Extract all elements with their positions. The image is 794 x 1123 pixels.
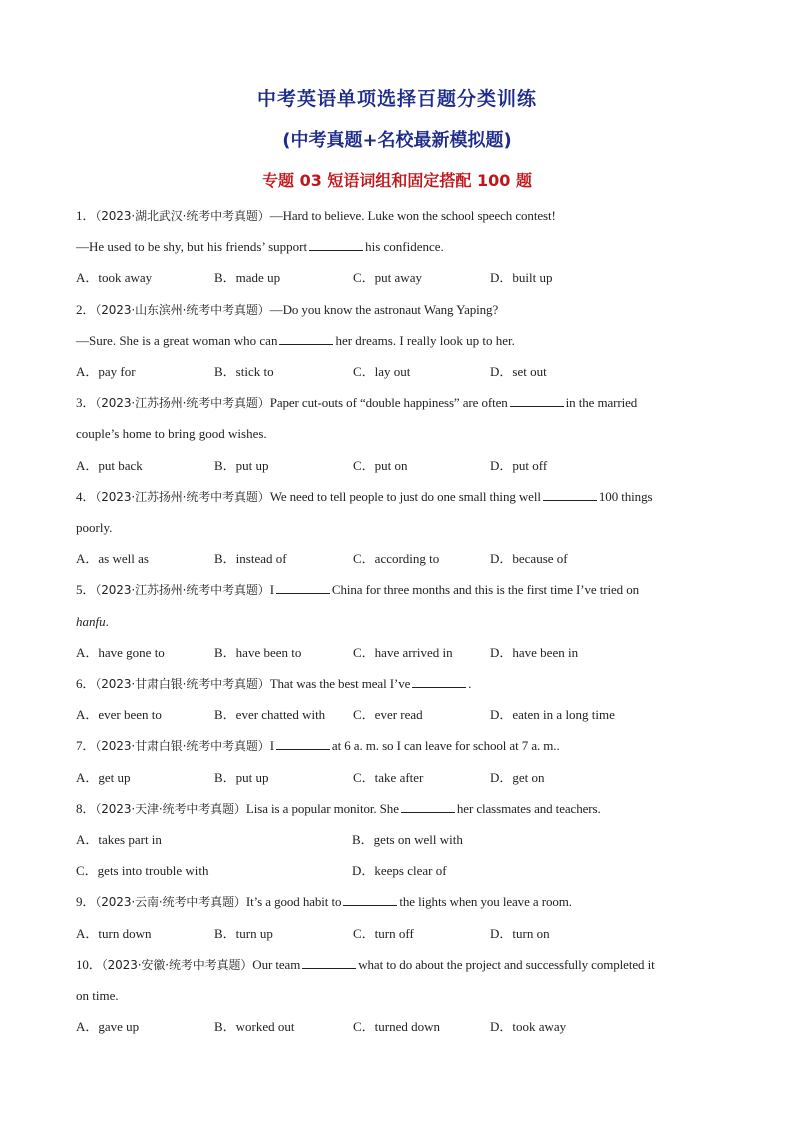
option-c: C．take after: [353, 770, 424, 785]
option-a: A．pay for: [76, 364, 136, 379]
question-number: 1．: [76, 208, 96, 223]
question-stem: China for three months and this is the first time I’ve tried on: [331, 582, 639, 597]
question-9-options: [76, 925, 726, 943]
option-c: C．ever read: [353, 707, 423, 722]
option-a: A．took away: [76, 270, 153, 285]
option-c: C．according to: [353, 551, 440, 566]
question-stem: Our team: [252, 957, 301, 972]
option-a: A．as well as: [76, 551, 149, 566]
option-c: C．put away: [353, 270, 422, 285]
question-8-options-row-1: [76, 831, 726, 849]
question-3: [76, 394, 726, 412]
option-a: A．ever been to: [76, 707, 162, 722]
question-number: 3．: [76, 395, 96, 410]
question-stem: the lights when you leave a room.: [399, 894, 572, 909]
document-subtitle: (中考真题+名校最新模拟题): [282, 130, 512, 151]
question-number: 6．: [76, 676, 96, 691]
question-stem: —He used to be shy, but his friends’ support: [76, 239, 308, 254]
option-b: B．put up: [214, 770, 269, 785]
answer-blank: [302, 956, 356, 969]
question-4: [76, 488, 726, 506]
option-d: D．because of: [490, 551, 568, 566]
option-d: D．eaten in a long time: [490, 707, 615, 722]
question-source: （2023·安徽·统考中考真题）: [101, 958, 253, 972]
option-d: D．put off: [490, 458, 548, 473]
question-5-options: [76, 644, 726, 662]
option-d: D．turn on: [490, 926, 550, 941]
question-stem: her classmates and teachers.: [456, 801, 601, 816]
option-b: B．turn up: [214, 926, 273, 941]
question-stem: —Do you know the astronaut Wang Yaping?: [269, 302, 499, 317]
question-stem: what to do about the project and successfully completed it: [358, 957, 655, 972]
answer-blank: [309, 238, 363, 251]
option-d: D．took away: [490, 1019, 567, 1034]
question-number: 8．: [76, 801, 96, 816]
question-stem: It’s a good habit to: [245, 894, 342, 909]
option-b: B．ever chatted with: [214, 707, 326, 722]
question-stem: —Sure. She is a great woman who can: [76, 333, 278, 348]
question-number: 4．: [76, 489, 96, 504]
question-number: 7．: [76, 738, 96, 753]
option-c: C．gets into trouble with: [76, 863, 209, 878]
question-number: 10．: [76, 957, 102, 972]
question-source: （2023·云南·统考中考真题）: [95, 895, 246, 909]
option-c: C．turned down: [353, 1019, 441, 1034]
question-stem: .: [468, 676, 472, 691]
option-c: C．have arrived in: [353, 645, 453, 660]
question-source: （2023·甘肃白银·统考中考真题）: [95, 677, 270, 691]
question-3-options: [76, 457, 726, 475]
hanfu-term: hanfu: [76, 614, 106, 629]
option-d: D．set out: [490, 364, 547, 379]
option-a: A．have gone to: [76, 645, 165, 660]
question-number: 5．: [76, 582, 96, 597]
question-6: [76, 675, 726, 693]
answer-blank: [412, 675, 466, 688]
answer-blank: [343, 893, 397, 906]
question-source: （2023·湖北武汉·统考中考真题）: [95, 209, 270, 223]
option-a: A．takes part in: [76, 832, 162, 847]
option-b: B．have been to: [214, 645, 302, 660]
question-stem: —Hard to believe. Luke won the school speech contest!: [269, 208, 556, 223]
question-6-options: [76, 706, 726, 724]
answer-blank: [401, 800, 455, 813]
question-stem: at 6 a. m. so I can leave for school at 7 a. m..: [331, 738, 560, 753]
question-8: [76, 800, 726, 818]
question-source: （2023·天津·统考中考真题）: [95, 802, 246, 816]
answer-blank: [279, 332, 333, 345]
question-stem: 100 things: [598, 489, 653, 504]
question-source: （2023·江苏扬州·统考中考真题）: [95, 490, 270, 504]
question-1: [76, 207, 726, 225]
option-c: C．put on: [353, 458, 408, 473]
answer-blank: [543, 488, 597, 501]
option-a: A．gave up: [76, 1019, 140, 1034]
question-5: [76, 581, 726, 599]
question-stem: We need to tell people to just do one small thing well: [269, 489, 541, 504]
question-10-continuation: on time.: [76, 988, 119, 1003]
question-2: [76, 301, 726, 319]
question-source: （2023·江苏扬州·统考中考真题）: [95, 583, 270, 597]
option-a: A．turn down: [76, 926, 152, 941]
answer-blank: [510, 394, 564, 407]
question-source: （2023·江苏扬州·统考中考真题）: [95, 396, 270, 410]
option-d: D．keeps clear of: [352, 863, 447, 878]
topic-heading: 专题 03 短语词组和固定搭配 100 题: [262, 171, 532, 190]
question-1-dialogue: [76, 238, 444, 256]
question-source: （2023·山东滨州·统考中考真题）: [95, 303, 270, 317]
option-b: B．made up: [214, 270, 281, 285]
question-source: （2023·甘肃白银·统考中考真题）: [95, 739, 270, 753]
question-stem: .: [105, 614, 109, 629]
question-5-continuation: [76, 613, 109, 631]
answer-blank: [276, 737, 330, 750]
option-c: C．turn off: [353, 926, 414, 941]
question-2-options: [76, 363, 726, 381]
question-stem: in the married: [565, 395, 638, 410]
question-number: 9．: [76, 894, 96, 909]
question-2-dialogue: [76, 332, 515, 350]
question-10-options: [76, 1018, 726, 1036]
option-b: B．gets on well with: [352, 832, 463, 847]
option-a: A．put back: [76, 458, 143, 473]
question-stem: I: [269, 738, 274, 753]
question-stem: her dreams. I really look up to her.: [335, 333, 515, 348]
question-7-options: [76, 769, 726, 787]
option-d: D．built up: [490, 270, 553, 285]
option-b: B．put up: [214, 458, 269, 473]
question-8-options-row-2: [76, 862, 726, 880]
question-stem: Paper cut-outs of “double happiness” are often: [269, 395, 508, 410]
question-7: [76, 737, 726, 755]
option-b: B．worked out: [214, 1019, 295, 1034]
question-3-continuation: couple’s home to bring good wishes.: [76, 426, 267, 441]
question-4-continuation: poorly.: [76, 520, 113, 535]
option-d: D．have been in: [490, 645, 579, 660]
question-number: 2．: [76, 302, 96, 317]
question-4-options: [76, 550, 726, 568]
option-b: B．instead of: [214, 551, 287, 566]
option-c: C．lay out: [353, 364, 411, 379]
answer-blank: [276, 581, 330, 594]
option-a: A．get up: [76, 770, 131, 785]
question-stem: Lisa is a popular monitor. She: [245, 801, 399, 816]
question-stem: I: [269, 582, 274, 597]
question-9: [76, 893, 726, 911]
question-stem: his confidence.: [365, 239, 444, 254]
option-b: B．stick to: [214, 364, 274, 379]
document-title: 中考英语单项选择百题分类训练: [256, 88, 537, 110]
option-d: D．get on: [490, 770, 545, 785]
question-10: [76, 956, 726, 974]
question-1-options: [76, 269, 726, 287]
question-stem: That was the best meal I’ve: [269, 676, 411, 691]
